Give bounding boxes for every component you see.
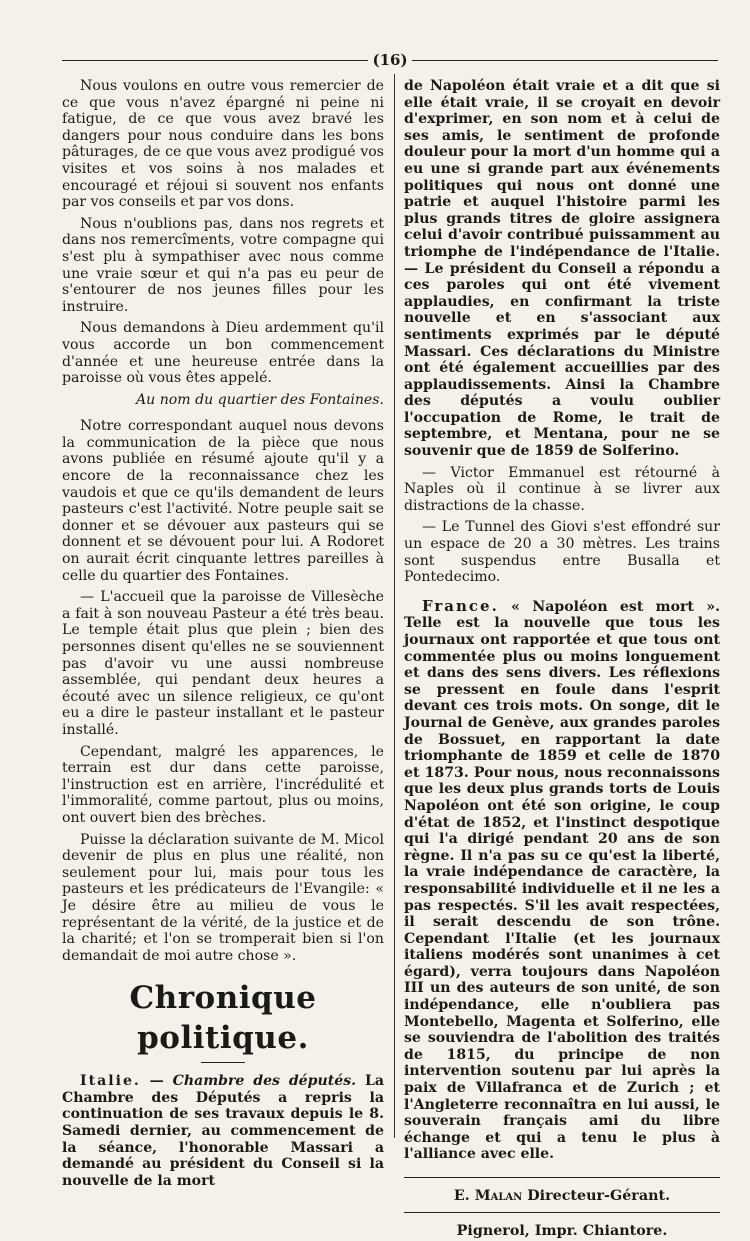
italie-subhead: Chambre des députés. [172,1073,357,1090]
footer-rule-bottom [404,1212,720,1213]
director-title: Directeur-Gérant. [527,1188,671,1204]
column-divider [394,74,395,1138]
director-name: Malan [474,1188,523,1204]
paragraph: — Victor Emmanuel est rétourné à Naples où il continue à se livrer aux distractions de la chasse. [404,464,720,514]
paragraph: Cependant, malgré les apparences, le terrain est dur dans cette paroisse, l'instruction est en arrière, l'incrédulité et l'immoralité, comme partout, plus ou moins, ont ouvert bien des brèches. [62,743,384,826]
paragraph: Nous n'oublions pas, dans nos regrets et dans nos remercîments, votre compagne qui s'est plu à sympathiser avec nous comme une vraie sœur et qui n'a pas eu peur de s'entourer de nos jeunes filles pour les instruire. [62,215,384,315]
italie-text: La Chambre des Députés a repris la continuation de ses travaux depuis le 8. Samedi dernier, au commencement de la séance, l'honorable Massari a demandé au président du Conseil si la nouvelle de la mort [62,1073,384,1189]
director-signature [404,1186,720,1206]
france-text: « Napoléon est mort ». Telle est la nouvelle que tous les journaux ont rapportée et que tous ont commentée plus ou moins longuement et dans des sens divers. Les réflexions se pressent en foule dans l'esprit devant ces trois mots. On songe, dit le Journal de Genève, aux grandes paroles de Bossuet, en rapportant la date triomphante de 1859 et celle de 1870 et 1873. Pour nous, nous reconnaissons que les deux plus grands torts de Louis Napoléon ont été son origine, le coup d'état de 1852, et l'instinct despotique qui l'a dirigé pendant 20 ans de son règne. Il n'a pas su ce qu'est la liberté, la vraie indépendance de caractère, la responsabilité individuelle et il ne les a pas respectés. S'il les avait respectées, il serait descendu de son trône. Cependant l'Italie (et les journaux italiens modérés sont unanimes à cet égard), verra toujours dans Napoléon III un des auteurs de son unité, de son indépendance, elle n'oubliera pas Montebello, Magenta et Solferino, elle se souviendra de l'abolition des traités de 1815, du principe de non intervention soutenu par lui après la paix de Villafranca et de Zurich ; et l'Angleterre reconnaîtra en lui aussi, le souverain français ami du libre échange et qui a tenu le plus à l'alliance avec elle. [404,598,720,1163]
country-label-italie: Italie. [80,1073,141,1090]
country-label-france: France. [422,596,499,615]
paragraph: — Le Tunnel des Giovi s'est effondré sur un espace de 20 a 30 mètres. Les trains sont suspendus entre Busalla et Pontedecimo. [404,519,720,586]
header-rule-right [412,60,718,61]
footer-rule-top [404,1177,720,1178]
italie-article: Italie. — Chambre des députés. La Chambre des Députés a repris la continuation de ses travaux depuis le 8. Samedi dernier, au commencement de la séance, l'honorable Massari a demandé au président du Conseil si la nouvelle de la mort [62,1073,384,1189]
director-initial: E. [453,1188,470,1204]
paragraph: — L'accueil que la paroisse de Villesèche a fait à son nouveau Pasteur a été très beau. Le temple était plus que plein ; bien des personnes disent qu'elles ne se souviennent pas d'avoir vu une aussi nombreuse assemblée, qui pendant deux heures a écouté avec un silence religieux, ce qu'ont eu a dire le pasteur installant et le pasteur installé. [62,589,384,738]
letter-signature: Au nom du quartier des Fontaines. [135,391,384,408]
heading-rule [201,1062,245,1063]
paragraph: Notre correspondant auquel nous devons la communication de la pièce que nous avons publiée en résumé ajoute qu'il y a encore de la reconnaissance chez les vaudois et que ce qu'ils demandent de leurs pasteurs c'est l'activité. Notre peuple sait se donner et se dévouer aux pasteurs qui se donnent et se dévouent pour lui. A Rodoret on aurait écrit cinquante lettres pareilles à celle du quartier des Fontaines. [62,418,384,584]
printer-line: Pignerol, Impr. Chiantore. [456,1223,668,1239]
header-rule-left [62,60,368,61]
paragraph: de Napoléon était vraie et a dit que si elle était vraie, il se croyait en devoir d'exprimer, en son nom et à celui de ses amis, le sentiment de profonde douleur pour la mort d'un homme qui a eu une si grande part aux événements politiques qui nous ont donné une patrie et auquel l'histoire parmi les plus grands titres de gloire assignera celui d'avoir contribué puissamment au triomphe de l'indépendance de l'Italie. — Le président du Conseil a répondu a ces paroles qui ont été vivement applaudies, en confirmant la triste nouvelle et en s'associant aux sentiments exprimés par le député Massari. Ces déclarations du Ministre ont été également accueillies par des applaudissements. Ainsi la Chambre des députés a voulu oublier l'occupation de Rome, le trait de septembre, et Mentana, pour ne se souvenir que de 1859 de Solferino. [404,78,720,460]
left-column [62,78,384,1189]
france-article [404,598,720,1163]
paragraph: Nous demandons à Dieu ardemment qu'il vous accorde un bon commencement d'année et une heureuse entrée dans la paroisse où vous êtes appelé. [62,320,384,387]
page-number: (16) [372,51,408,69]
page-header [62,50,718,70]
section-heading: Chronique politique. [129,980,317,1057]
paragraph: Nous voulons en outre vous remercier de ce que vous n'avez épargné ni peine ni fatigue, de ce que vous avez bravé les dangers pour nous conduire dans les bons pâturages, de ce que vous avez prodigué vos visites et vos soins à nos malades et encouragé et réjoui si souvent nos enfants par vos conseils et par vos dons. [62,78,384,211]
paragraph: Puisse la déclaration suivante de M. Micol devenir de plus en plus une réalité, non seulement pour lui, mais pour tous les pasteurs et les prédicateurs de l'Evangile: « Je désire être au milieu de vous le représentant de la vérité, de la justice et de la charité; et l'on se tromperait bien si l'on demandait de moi autre chose ». [62,831,384,964]
right-column [404,78,720,1239]
